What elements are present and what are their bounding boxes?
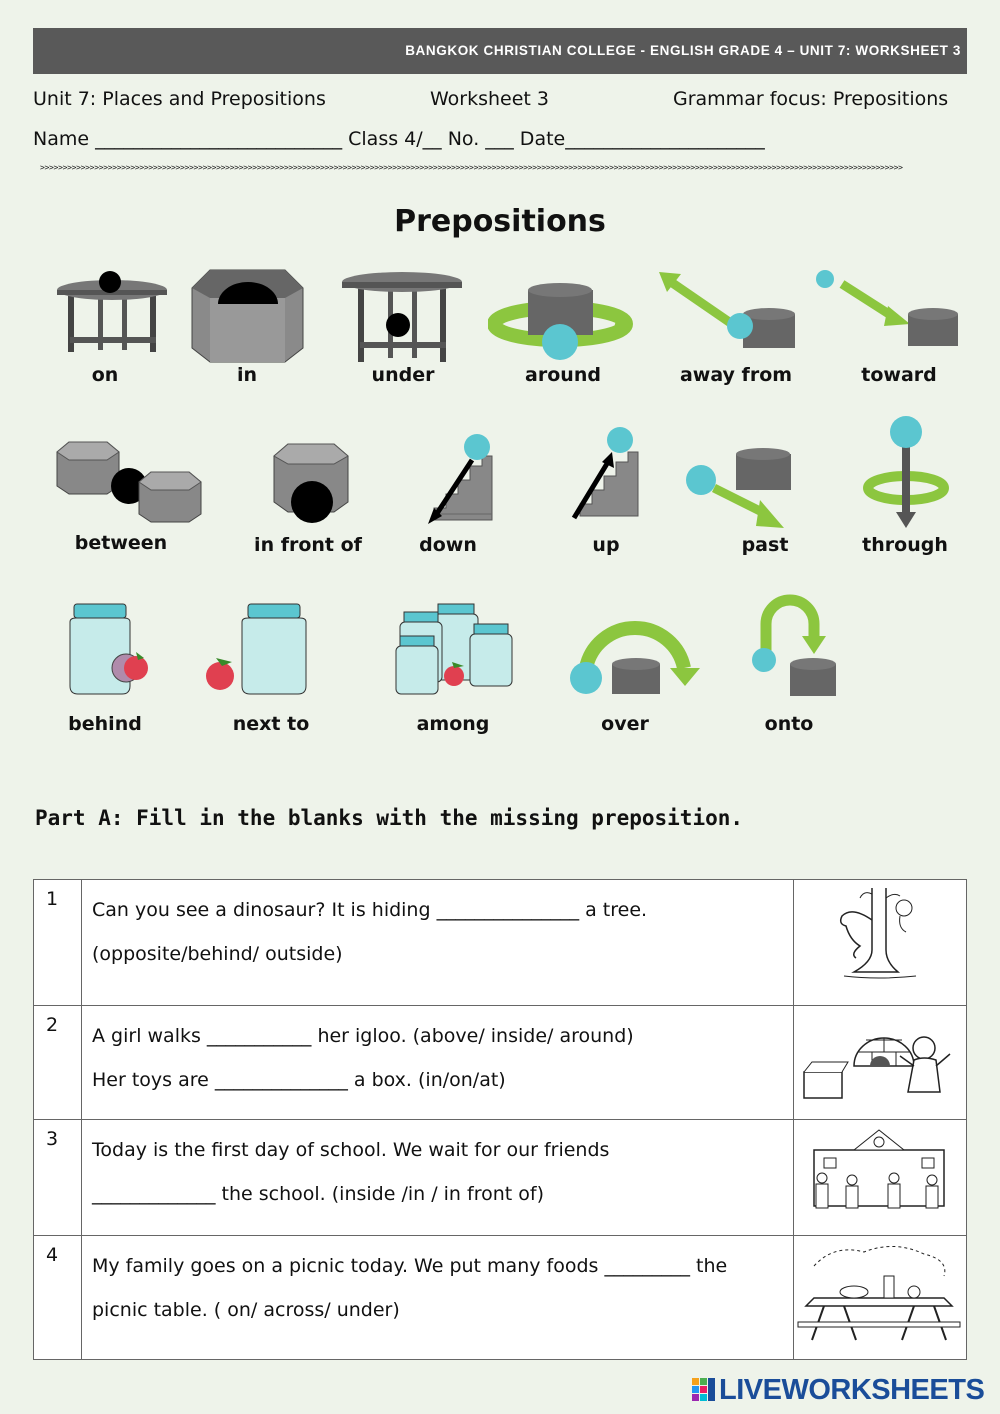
arrow-away-icon bbox=[655, 268, 805, 418]
label-in-front-of: in front of bbox=[254, 534, 362, 556]
box-ball-in-icon bbox=[190, 268, 340, 418]
school-children-picture bbox=[794, 1120, 967, 1236]
worksheet-label: Worksheet 3 bbox=[430, 88, 550, 110]
table-row bbox=[34, 1120, 967, 1236]
exercise-table bbox=[33, 879, 967, 1360]
table-row bbox=[34, 1006, 967, 1120]
liveworksheets-logo bbox=[692, 1374, 984, 1406]
question-line-1: A girl walks ___________ her igloo. (above/ inside/ around) bbox=[92, 1025, 634, 1047]
label-past: past bbox=[741, 534, 789, 556]
unit-title: Unit 7: Places and Prepositions bbox=[33, 88, 326, 110]
stairs-down-icon bbox=[420, 430, 570, 580]
label-between: between bbox=[74, 532, 168, 554]
label-under: under bbox=[371, 364, 435, 386]
question-text bbox=[82, 1006, 794, 1120]
label-over: over bbox=[601, 713, 649, 735]
picnic-table-picture bbox=[794, 1236, 967, 1360]
label-among: among bbox=[416, 713, 490, 735]
label-behind: behind bbox=[68, 713, 142, 735]
table-row bbox=[34, 1236, 967, 1360]
ball-front-icon bbox=[272, 442, 422, 592]
table-row bbox=[34, 880, 967, 1006]
name-class-date-line: Name __________________________ Class 4/__ No. ___ Date_____________________ bbox=[33, 128, 765, 150]
question-line-2: picnic table. ( on/ across/ under) bbox=[92, 1299, 400, 1321]
question-line-2: Her toys are ______________ a box. (in/on/at) bbox=[92, 1069, 506, 1091]
label-through: through bbox=[862, 534, 948, 556]
question-line-2: (opposite/behind/ outside) bbox=[92, 943, 343, 965]
label-around: around bbox=[525, 364, 601, 386]
table-ball-under-icon bbox=[340, 268, 490, 418]
row-number: 4 bbox=[34, 1236, 82, 1360]
arrow-past-icon bbox=[684, 448, 834, 598]
grammar-focus: Grammar focus: Prepositions bbox=[673, 88, 949, 110]
logo-text: LIVEWORKSHEETS bbox=[719, 1373, 985, 1406]
label-toward: toward bbox=[861, 364, 937, 386]
part-a-heading: Part A: Fill in the blanks with the missing preposition. bbox=[35, 806, 744, 830]
label-on: on bbox=[91, 364, 119, 386]
label-away-from: away from bbox=[679, 364, 793, 386]
header-banner: BANGKOK CHRISTIAN COLLEGE - ENGLISH GRADE 4 – UNIT 7: WORKSHEET 3 bbox=[33, 28, 967, 74]
row-number: 3 bbox=[34, 1120, 82, 1236]
label-up: up bbox=[592, 534, 620, 556]
dinosaur-tree-picture bbox=[794, 880, 967, 1006]
arrow-toward-icon bbox=[812, 266, 962, 416]
ball-between-icon bbox=[55, 440, 205, 590]
question-line-1: Can you see a dinosaur? It is hiding _______________ a tree. bbox=[92, 899, 648, 921]
question-line-2: _____________ the school. (inside /in / in front of) bbox=[92, 1183, 544, 1205]
arrow-around-icon bbox=[488, 282, 638, 432]
label-in: in bbox=[236, 364, 258, 386]
question-line-1: Today is the first day of school. We wait for our friends bbox=[92, 1139, 610, 1161]
question-text bbox=[82, 1236, 794, 1360]
question-line-1: My family goes on a picnic today. We put many foods _________ the bbox=[92, 1255, 728, 1277]
row-number: 1 bbox=[34, 880, 82, 1006]
label-next-to: next to bbox=[232, 713, 310, 735]
divider-arrows: >>>>>>>>>>>>>>>>>>>>>>>>>>>>>>>>>>>>>>>>>>>>>>>>>>>>>>>>>>>>>>>>>>>>>>>>>>>>>>>>>>>>>>>>>>>>>>>>>>>>>>>>>>>>>>>>>>>>>>>>>>>>>>>>>>>>>>>>>>>>>>>>>>>>>>>>>>>>>>>>>>>>>>>>>>>>>>>>>>>>>>>>>>>>>>> bbox=[40, 163, 903, 172]
table-ball-on-icon bbox=[50, 262, 200, 412]
igloo-girl-picture bbox=[794, 1006, 967, 1120]
label-down: down bbox=[419, 534, 477, 556]
row-number: 2 bbox=[34, 1006, 82, 1120]
question-text bbox=[82, 1120, 794, 1236]
liveworksheets-icon bbox=[692, 1378, 716, 1402]
question-text bbox=[82, 880, 794, 1006]
label-onto: onto bbox=[764, 713, 814, 735]
page-title: Prepositions bbox=[394, 204, 606, 239]
